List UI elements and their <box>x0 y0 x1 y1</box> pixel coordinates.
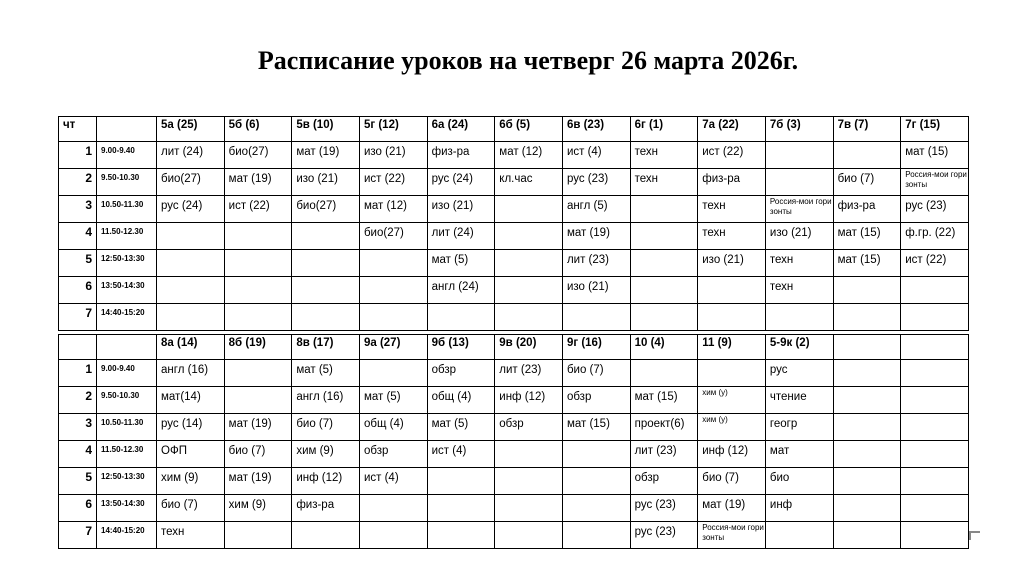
lesson-cell <box>765 169 833 196</box>
lesson-cell: мат (19) <box>224 169 292 196</box>
lesson-cell: мат (15) <box>630 387 698 414</box>
class-header: 8в (17) <box>292 335 360 360</box>
lesson-cell: мат (19) <box>562 223 630 250</box>
class-header: 9а (27) <box>359 335 427 360</box>
lesson-cell <box>359 495 427 522</box>
class-header: 10 (4) <box>630 335 698 360</box>
corner-mark-icon <box>969 531 980 540</box>
lesson-cell: рус (23) <box>901 196 969 223</box>
lesson-cell: био(27) <box>359 223 427 250</box>
lesson-cell: рус (24) <box>157 196 225 223</box>
lesson-cell <box>901 441 969 468</box>
lesson-cell: техн <box>630 142 698 169</box>
lesson-time: 13:50-14:30 <box>97 277 157 304</box>
lesson-cell <box>427 468 495 495</box>
class-header: 7г (15) <box>901 117 969 142</box>
lesson-cell <box>224 277 292 304</box>
lesson-cell: мат (5) <box>427 414 495 441</box>
class-header: 5г (12) <box>359 117 427 142</box>
lesson-number: 1 <box>59 360 97 387</box>
lesson-row <box>59 142 969 169</box>
class-header: 9б (13) <box>427 335 495 360</box>
lesson-cell: ист (22) <box>224 196 292 223</box>
lesson-cell: англ (24) <box>427 277 495 304</box>
lesson-cell: Россия-мои гори зонты <box>901 169 969 196</box>
lesson-cell <box>224 304 292 331</box>
lesson-cell: био (7) <box>224 441 292 468</box>
lesson-cell: ф.гр. (22) <box>901 223 969 250</box>
lesson-cell: мат (5) <box>292 360 360 387</box>
class-header: 8б (19) <box>224 335 292 360</box>
lesson-cell: био (7) <box>562 360 630 387</box>
lesson-cell <box>901 495 969 522</box>
lesson-cell <box>630 304 698 331</box>
class-header: 8а (14) <box>157 335 225 360</box>
lesson-cell: инф (12) <box>698 441 766 468</box>
lesson-cell <box>495 468 563 495</box>
lesson-cell <box>630 277 698 304</box>
lesson-cell: ОФП <box>157 441 225 468</box>
lesson-cell: лит (23) <box>562 250 630 277</box>
lesson-cell <box>359 304 427 331</box>
lesson-cell: изо (21) <box>562 277 630 304</box>
lesson-cell: проект(6) <box>630 414 698 441</box>
lesson-row <box>59 277 969 304</box>
class-header: 5-9к (2) <box>765 335 833 360</box>
lesson-cell <box>901 360 969 387</box>
lesson-cell <box>562 522 630 549</box>
lesson-number: 1 <box>59 142 97 169</box>
lesson-cell <box>833 277 901 304</box>
lesson-number: 3 <box>59 196 97 223</box>
lesson-cell <box>833 495 901 522</box>
class-header: 9г (16) <box>562 335 630 360</box>
lesson-cell <box>833 387 901 414</box>
lesson-number: 2 <box>59 169 97 196</box>
lesson-cell: техн <box>630 169 698 196</box>
lesson-cell: мат (15) <box>833 223 901 250</box>
lesson-cell: био(27) <box>292 196 360 223</box>
lesson-cell: изо (21) <box>698 250 766 277</box>
lesson-cell <box>495 223 563 250</box>
lesson-cell: рус (23) <box>562 169 630 196</box>
lesson-cell <box>630 360 698 387</box>
class-header: 5в (10) <box>292 117 360 142</box>
lesson-cell: обзр <box>495 414 563 441</box>
lesson-cell: ист (22) <box>901 250 969 277</box>
lesson-cell <box>292 522 360 549</box>
lesson-cell: обзр <box>359 441 427 468</box>
lesson-cell <box>157 277 225 304</box>
lesson-cell: мат (19) <box>224 414 292 441</box>
lesson-time: 12:50-13:30 <box>97 468 157 495</box>
lesson-cell <box>157 250 225 277</box>
lesson-cell: био (7) <box>292 414 360 441</box>
lesson-number: 3 <box>59 414 97 441</box>
lesson-time: 9.50-10.30 <box>97 387 157 414</box>
schedule-table-grades-8-11 <box>58 334 969 549</box>
lesson-cell <box>359 250 427 277</box>
lesson-cell <box>901 277 969 304</box>
lesson-cell: хим (9) <box>224 495 292 522</box>
lesson-cell: ист (22) <box>359 169 427 196</box>
lesson-cell: физ-ра <box>292 495 360 522</box>
lesson-cell: мат <box>765 441 833 468</box>
lesson-cell: кл.час <box>495 169 563 196</box>
lesson-cell <box>495 522 563 549</box>
lesson-cell: мат (19) <box>224 468 292 495</box>
lesson-cell: обзр <box>427 360 495 387</box>
lesson-time: 12:50-13:30 <box>97 250 157 277</box>
lesson-cell: общ (4) <box>427 387 495 414</box>
lesson-cell: англ (16) <box>157 360 225 387</box>
lesson-cell <box>833 304 901 331</box>
lesson-row <box>59 304 969 331</box>
lesson-number: 5 <box>59 250 97 277</box>
lesson-cell <box>427 522 495 549</box>
class-header: 6а (24) <box>427 117 495 142</box>
lesson-cell: инф (12) <box>292 468 360 495</box>
lesson-cell <box>359 360 427 387</box>
lesson-cell: рус (24) <box>427 169 495 196</box>
lesson-row <box>59 250 969 277</box>
lesson-cell: хим (у) <box>698 414 766 441</box>
lesson-cell <box>427 495 495 522</box>
lesson-cell: изо (21) <box>292 169 360 196</box>
lesson-cell <box>901 304 969 331</box>
lesson-row <box>59 223 969 250</box>
lesson-cell <box>224 387 292 414</box>
lesson-cell: Россия-мои гори зонты <box>698 522 766 549</box>
lesson-cell: техн <box>698 196 766 223</box>
lesson-number: 4 <box>59 441 97 468</box>
lesson-cell <box>901 468 969 495</box>
lesson-cell: ист (4) <box>427 441 495 468</box>
lesson-cell: техн <box>765 277 833 304</box>
lesson-time: 11.50-12.30 <box>97 441 157 468</box>
lesson-row <box>59 522 969 549</box>
lesson-cell <box>495 495 563 522</box>
lesson-cell <box>495 441 563 468</box>
lesson-cell: лит (23) <box>495 360 563 387</box>
header-row <box>59 117 969 142</box>
lesson-cell: изо (21) <box>359 142 427 169</box>
lesson-cell <box>224 522 292 549</box>
lesson-cell: мат (12) <box>359 196 427 223</box>
lesson-time: 10.50-11.30 <box>97 414 157 441</box>
lesson-cell <box>292 304 360 331</box>
lesson-cell <box>833 468 901 495</box>
class-header: 5а (25) <box>157 117 225 142</box>
lesson-time: 9.00-9.40 <box>97 360 157 387</box>
lesson-time: 9.50-10.30 <box>97 169 157 196</box>
lesson-time: 10.50-11.30 <box>97 196 157 223</box>
lesson-cell <box>630 250 698 277</box>
lesson-cell <box>630 223 698 250</box>
lesson-cell: техн <box>765 250 833 277</box>
lesson-cell <box>224 360 292 387</box>
lesson-cell: мат (5) <box>427 250 495 277</box>
class-header: 7б (3) <box>765 117 833 142</box>
lesson-row <box>59 468 969 495</box>
lesson-cell <box>495 277 563 304</box>
lesson-cell <box>765 522 833 549</box>
lesson-cell <box>495 196 563 223</box>
lesson-cell <box>698 277 766 304</box>
lesson-cell: био(27) <box>224 142 292 169</box>
lesson-cell: физ-ра <box>698 169 766 196</box>
header-row <box>59 335 969 360</box>
lesson-cell: техн <box>157 522 225 549</box>
lesson-time: 13:50-14:30 <box>97 495 157 522</box>
lesson-cell <box>157 223 225 250</box>
lesson-number: 4 <box>59 223 97 250</box>
lesson-row <box>59 495 969 522</box>
lesson-cell: хим (9) <box>292 441 360 468</box>
day-label <box>59 335 97 360</box>
lesson-cell <box>495 304 563 331</box>
lesson-cell <box>292 250 360 277</box>
lesson-cell: общ (4) <box>359 414 427 441</box>
lesson-cell: рус <box>765 360 833 387</box>
class-header: 7а (22) <box>698 117 766 142</box>
lesson-cell <box>562 495 630 522</box>
lesson-cell: хим (у) <box>698 387 766 414</box>
lesson-cell <box>224 250 292 277</box>
lesson-cell <box>562 304 630 331</box>
class-header: 9в (20) <box>495 335 563 360</box>
lesson-row <box>59 414 969 441</box>
lesson-cell: чтение <box>765 387 833 414</box>
day-label: чт <box>59 117 97 142</box>
lesson-cell: инф <box>765 495 833 522</box>
lesson-cell: инф (12) <box>495 387 563 414</box>
lesson-cell <box>833 522 901 549</box>
lesson-cell: хим (9) <box>157 468 225 495</box>
lesson-cell <box>901 387 969 414</box>
lesson-cell <box>901 414 969 441</box>
lesson-cell <box>765 142 833 169</box>
lesson-cell: мат (15) <box>562 414 630 441</box>
lesson-row <box>59 441 969 468</box>
lesson-cell: мат (19) <box>698 495 766 522</box>
class-header <box>833 335 901 360</box>
lesson-cell: лит (24) <box>427 223 495 250</box>
lesson-cell: био (7) <box>833 169 901 196</box>
lesson-cell <box>901 522 969 549</box>
lesson-cell: изо (21) <box>427 196 495 223</box>
class-header: 11 (9) <box>698 335 766 360</box>
lesson-cell: изо (21) <box>765 223 833 250</box>
lesson-cell: техн <box>698 223 766 250</box>
schedule-table-grades-5-7 <box>58 116 969 331</box>
lesson-cell: мат (15) <box>833 250 901 277</box>
lesson-row <box>59 196 969 223</box>
lesson-cell <box>292 223 360 250</box>
lesson-cell <box>359 277 427 304</box>
lesson-cell: мат(14) <box>157 387 225 414</box>
lesson-cell: ист (22) <box>698 142 766 169</box>
lesson-number: 6 <box>59 495 97 522</box>
lesson-cell <box>833 360 901 387</box>
class-header <box>901 335 969 360</box>
lesson-row <box>59 169 969 196</box>
lesson-cell <box>833 441 901 468</box>
lesson-cell: геогр <box>765 414 833 441</box>
lesson-cell: обзр <box>562 387 630 414</box>
lesson-cell: ист (4) <box>562 142 630 169</box>
lesson-cell: мат (15) <box>901 142 969 169</box>
lesson-cell: рус (23) <box>630 522 698 549</box>
lesson-cell: био <box>765 468 833 495</box>
lesson-cell: био(27) <box>157 169 225 196</box>
lesson-cell: рус (23) <box>630 495 698 522</box>
lesson-cell <box>765 304 833 331</box>
class-header: 6г (1) <box>630 117 698 142</box>
lesson-time: 14:40-15:20 <box>97 304 157 331</box>
lesson-cell: физ-ра <box>833 196 901 223</box>
lesson-cell <box>359 522 427 549</box>
class-header: 7в (7) <box>833 117 901 142</box>
lesson-cell <box>157 304 225 331</box>
time-header <box>97 335 157 360</box>
lesson-cell: мат (19) <box>292 142 360 169</box>
class-header: 5б (6) <box>224 117 292 142</box>
lesson-cell <box>833 414 901 441</box>
lesson-cell <box>292 277 360 304</box>
lesson-time: 14:40-15:20 <box>97 522 157 549</box>
lesson-number: 2 <box>59 387 97 414</box>
lesson-cell: мат (12) <box>495 142 563 169</box>
lesson-cell <box>630 196 698 223</box>
page-title: Расписание уроков на четверг 26 марта 2026г. <box>257 46 799 75</box>
lesson-cell: ист (4) <box>359 468 427 495</box>
lesson-cell: рус (14) <box>157 414 225 441</box>
lesson-number: 6 <box>59 277 97 304</box>
class-header: 6в (23) <box>562 117 630 142</box>
lesson-row <box>59 360 969 387</box>
lesson-time: 9.00-9.40 <box>97 142 157 169</box>
lesson-row <box>59 387 969 414</box>
lesson-cell <box>224 223 292 250</box>
lesson-cell: мат (5) <box>359 387 427 414</box>
lesson-cell: Россия-мои гори зонты <box>765 196 833 223</box>
lesson-number: 7 <box>59 304 97 331</box>
lesson-cell: англ (16) <box>292 387 360 414</box>
lesson-cell: физ-ра <box>427 142 495 169</box>
lesson-time: 11.50-12.30 <box>97 223 157 250</box>
lesson-cell: обзр <box>630 468 698 495</box>
lesson-cell <box>495 250 563 277</box>
lesson-cell <box>698 360 766 387</box>
lesson-cell <box>562 468 630 495</box>
lesson-cell: лит (24) <box>157 142 225 169</box>
time-header <box>97 117 157 142</box>
class-header: 6б (5) <box>495 117 563 142</box>
lesson-cell: био (7) <box>698 468 766 495</box>
lesson-cell <box>698 304 766 331</box>
lesson-cell <box>427 304 495 331</box>
lesson-number: 7 <box>59 522 97 549</box>
lesson-cell: англ (5) <box>562 196 630 223</box>
lesson-number: 5 <box>59 468 97 495</box>
lesson-cell: лит (23) <box>630 441 698 468</box>
lesson-cell <box>833 142 901 169</box>
lesson-cell <box>562 441 630 468</box>
lesson-cell: био (7) <box>157 495 225 522</box>
